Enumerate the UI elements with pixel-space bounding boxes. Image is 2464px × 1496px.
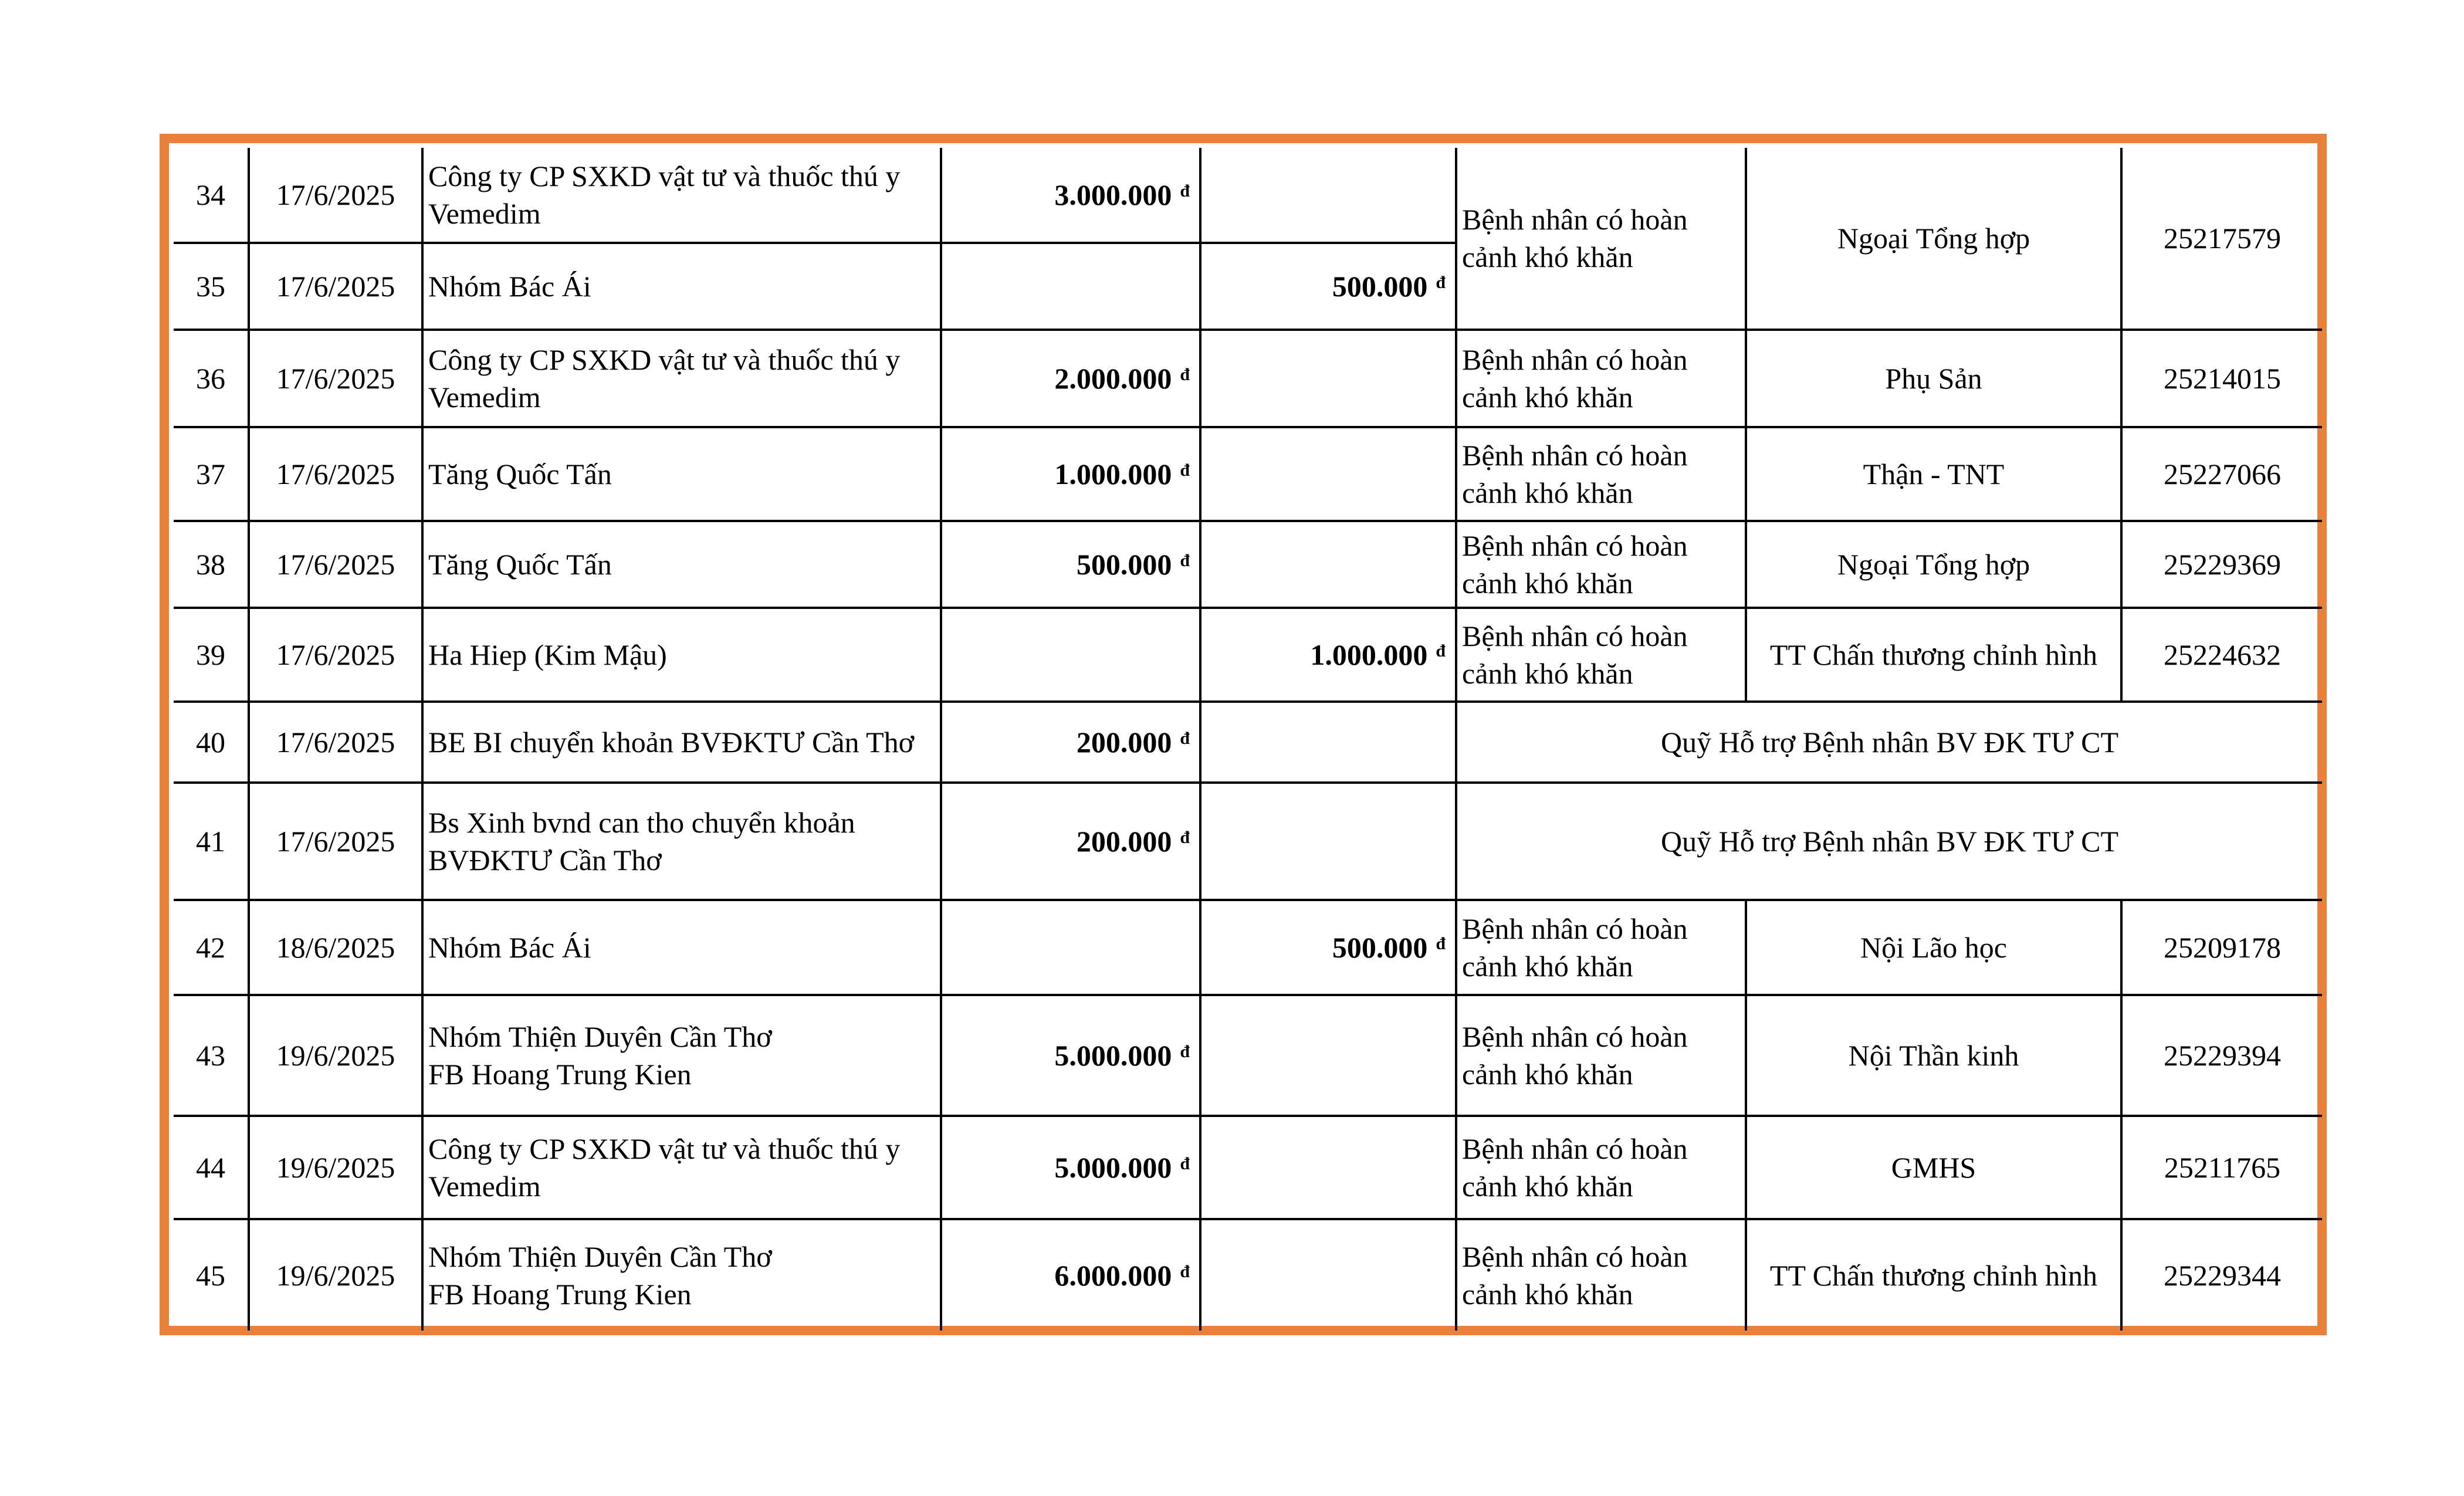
patient-code: 25209178 — [2121, 900, 2322, 995]
donation-date: 17/6/2025 — [249, 521, 422, 608]
amount-value: 2.000.000 — [1054, 362, 1172, 395]
transfer-amount — [1200, 702, 1456, 783]
donation-date: 17/6/2025 — [249, 702, 422, 783]
transfer-amount — [1200, 1116, 1456, 1219]
row-number: 42 — [174, 900, 249, 995]
purpose: Bệnh nhân có hoàn cảnh khó khăn — [1456, 900, 1746, 995]
row-number: 44 — [174, 1116, 249, 1219]
patient-code: 25211765 — [2121, 1116, 2322, 1219]
purpose: Bệnh nhân có hoàn cảnh khó khăn — [1456, 330, 1746, 427]
table-row — [174, 900, 2322, 995]
transfer-amount — [1200, 608, 1456, 702]
department: Nội Thần kinh — [1746, 995, 2121, 1116]
donation-date: 17/6/2025 — [249, 427, 422, 521]
cash-amount — [941, 783, 1200, 900]
donation-table — [174, 148, 2322, 1331]
amount-value: 200.000 — [1076, 825, 1172, 858]
purpose: Bệnh nhân có hoàn cảnh khó khăn — [1456, 148, 1746, 330]
row-number: 36 — [174, 330, 249, 427]
transfer-amount — [1200, 521, 1456, 608]
transfer-amount — [1200, 427, 1456, 521]
currency-symbol: đ — [1180, 181, 1190, 201]
row-number: 43 — [174, 995, 249, 1116]
table-row — [174, 702, 2322, 783]
purpose: Bệnh nhân có hoàn cảnh khó khăn — [1456, 1116, 1746, 1219]
transfer-amount — [1200, 243, 1456, 330]
department: GMHS — [1746, 1116, 2121, 1219]
patient-code: 25214015 — [2121, 330, 2322, 427]
cash-amount — [941, 1219, 1200, 1331]
table-row — [174, 521, 2322, 608]
department: TT Chấn thương chỉnh hình — [1746, 608, 2121, 702]
amount-value: 5.000.000 — [1054, 1039, 1172, 1072]
donor-name: Nhóm Bác Ái — [422, 243, 941, 330]
patient-code: 25229394 — [2121, 995, 2322, 1116]
transfer-amount — [1200, 330, 1456, 427]
cash-amount — [941, 995, 1200, 1116]
donation-date: 17/6/2025 — [249, 148, 422, 243]
transfer-amount — [1200, 1219, 1456, 1331]
table-row — [174, 1116, 2322, 1219]
donor-name — [422, 995, 941, 1116]
transfer-amount — [1200, 148, 1456, 243]
purpose: Bệnh nhân có hoàn cảnh khó khăn — [1456, 995, 1746, 1116]
row-number: 38 — [174, 521, 249, 608]
cash-amount — [941, 521, 1200, 608]
amount-value: 3.000.000 — [1054, 178, 1172, 211]
cash-amount — [941, 702, 1200, 783]
department: TT Chấn thương chỉnh hình — [1746, 1219, 2121, 1331]
donation-date: 17/6/2025 — [249, 243, 422, 330]
cash-amount — [941, 608, 1200, 702]
row-number: 34 — [174, 148, 249, 243]
patient-code: 25217579 — [2121, 148, 2322, 330]
currency-symbol: đ — [1180, 1154, 1190, 1173]
currency-symbol: đ — [1180, 1042, 1190, 1061]
donation-date: 19/6/2025 — [249, 1116, 422, 1219]
cash-amount — [941, 427, 1200, 521]
purpose: Bệnh nhân có hoàn cảnh khó khăn — [1456, 1219, 1746, 1331]
donor-name: Nhóm Bác Ái — [422, 900, 941, 995]
cash-amount — [941, 1116, 1200, 1219]
patient-code: 25229369 — [2121, 521, 2322, 608]
donation-date: 17/6/2025 — [249, 608, 422, 702]
cash-amount — [941, 148, 1200, 243]
transfer-amount — [1200, 783, 1456, 900]
department: Phụ Sản — [1746, 330, 2121, 427]
fund-name: Quỹ Hỗ trợ Bệnh nhân BV ĐK TƯ CT — [1456, 783, 2322, 900]
cash-amount — [941, 330, 1200, 427]
amount-value: 1.000.000 — [1310, 638, 1428, 671]
currency-symbol: đ — [1436, 273, 1446, 292]
currency-symbol: đ — [1180, 365, 1190, 384]
table-row — [174, 608, 2322, 702]
department: Ngoại Tổng hợp — [1746, 148, 2121, 330]
currency-symbol: đ — [1180, 551, 1190, 570]
donor-name: Tăng Quốc Tấn — [422, 427, 941, 521]
donor-name: Ha Hiep (Kim Mậu) — [422, 608, 941, 702]
department: Thận - TNT — [1746, 427, 2121, 521]
donation-date: 19/6/2025 — [249, 995, 422, 1116]
row-number: 40 — [174, 702, 249, 783]
cash-amount — [941, 900, 1200, 995]
purpose: Bệnh nhân có hoàn cảnh khó khăn — [1456, 608, 1746, 702]
table-row — [174, 783, 2322, 900]
table-row — [174, 995, 2322, 1116]
amount-value: 5.000.000 — [1054, 1151, 1172, 1184]
donor-name: BE BI chuyển khoản BVĐKTƯ Cần Thơ — [422, 702, 941, 783]
amount-value: 500.000 — [1076, 548, 1172, 581]
purpose: Bệnh nhân có hoàn cảnh khó khăn — [1456, 427, 1746, 521]
amount-value: 6.000.000 — [1054, 1259, 1172, 1292]
donation-date: 19/6/2025 — [249, 1219, 422, 1331]
currency-symbol: đ — [1180, 461, 1190, 480]
currency-symbol: đ — [1436, 641, 1446, 661]
donation-date: 18/6/2025 — [249, 900, 422, 995]
amount-value: 200.000 — [1076, 726, 1172, 759]
amount-value: 500.000 — [1332, 270, 1428, 303]
amount-value: 500.000 — [1332, 931, 1428, 964]
row-number: 39 — [174, 608, 249, 702]
donor-name-line1: Nhóm Thiện Duyên Cần Thơ — [428, 1020, 772, 1053]
donor-name: Công ty CP SXKD vật tư và thuốc thú y Vemedim — [422, 330, 941, 427]
patient-code: 25229344 — [2121, 1219, 2322, 1331]
table-row — [174, 330, 2322, 427]
amount-value: 1.000.000 — [1054, 458, 1172, 490]
row-number: 37 — [174, 427, 249, 521]
donation-date: 17/6/2025 — [249, 783, 422, 900]
patient-code: 25227066 — [2121, 427, 2322, 521]
donation-table-frame — [160, 134, 2327, 1335]
department: Ngoại Tổng hợp — [1746, 521, 2121, 608]
table-row — [174, 148, 2322, 243]
donor-name: Công ty CP SXKD vật tư và thuốc thú y Vemedim — [422, 1116, 941, 1219]
row-number: 35 — [174, 243, 249, 330]
cash-amount — [941, 243, 1200, 330]
patient-code: 25224632 — [2121, 608, 2322, 702]
donor-name: Tăng Quốc Tấn — [422, 521, 941, 608]
donor-name-line2: FB Hoang Trung Kien — [428, 1058, 692, 1091]
donation-date: 17/6/2025 — [249, 330, 422, 427]
donor-name: Bs Xinh bvnd can tho chuyển khoản BVĐKTƯ Cần Thơ — [422, 783, 941, 900]
row-number: 41 — [174, 783, 249, 900]
donor-name: Công ty CP SXKD vật tư và thuốc thú y Vemedim — [422, 148, 941, 243]
donor-name-line1: Nhóm Thiện Duyên Cần Thơ — [428, 1240, 772, 1273]
donor-name-line2: FB Hoang Trung Kien — [428, 1278, 692, 1311]
currency-symbol: đ — [1436, 934, 1446, 953]
table-row — [174, 1219, 2322, 1331]
currency-symbol: đ — [1180, 1262, 1190, 1281]
table-row — [174, 427, 2322, 521]
department: Nội Lão học — [1746, 900, 2121, 995]
row-number: 45 — [174, 1219, 249, 1331]
donor-name — [422, 1219, 941, 1331]
transfer-amount — [1200, 900, 1456, 995]
transfer-amount — [1200, 995, 1456, 1116]
purpose: Bệnh nhân có hoàn cảnh khó khăn — [1456, 521, 1746, 608]
fund-name: Quỹ Hỗ trợ Bệnh nhân BV ĐK TƯ CT — [1456, 702, 2322, 783]
currency-symbol: đ — [1180, 729, 1190, 748]
currency-symbol: đ — [1180, 828, 1190, 847]
